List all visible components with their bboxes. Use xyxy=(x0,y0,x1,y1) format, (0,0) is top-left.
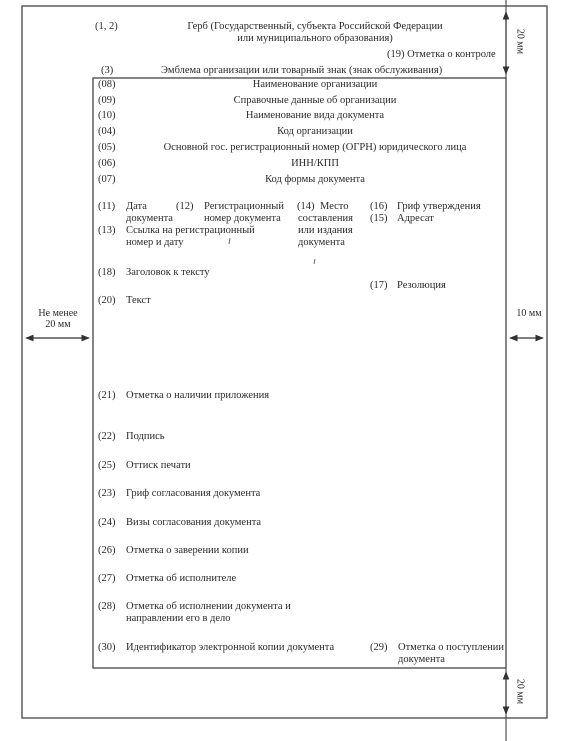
item-control-mark: (19) Отметка о контроле xyxy=(387,49,496,60)
item-resolution: Резолюция xyxy=(397,280,446,291)
right-margin-label: 10 мм xyxy=(516,308,542,319)
bottom-margin-label: 20 мм xyxy=(514,678,526,705)
item-num-06: (06) xyxy=(98,158,116,169)
item-num-11: (11) xyxy=(98,201,116,212)
item-org-name: Наименование организации xyxy=(252,79,378,90)
item-org-code: Код организации xyxy=(277,126,353,137)
item-text-body: Текст xyxy=(126,295,151,306)
item-num-05: (05) xyxy=(98,142,116,153)
item-reference: Ссылка на регистрационный номер и дату xyxy=(126,225,255,248)
item-inn-kpp: ИНН/КПП xyxy=(291,158,339,169)
item-seal-impression: Оттиск печати xyxy=(126,460,191,471)
item-num-18: (18) xyxy=(98,267,116,278)
item-num-21: (21) xyxy=(98,390,116,401)
item-num-20: (20) xyxy=(98,295,116,306)
item-num-04: (04) xyxy=(98,126,116,137)
item-num-08: (08) xyxy=(98,79,116,90)
item-num-15: (15) xyxy=(370,213,388,224)
item-attachment-mark: Отметка о наличии приложения xyxy=(126,390,270,401)
item-num-09: (09) xyxy=(98,95,116,106)
item-place: Место составления или издания документа xyxy=(298,201,353,248)
item-coordination-stamp: Гриф согласования документа xyxy=(126,488,261,499)
item-num-22: (22) xyxy=(98,431,116,442)
item-doc-type: Наименование вида документа xyxy=(245,110,385,121)
item-receipt-mark: Отметка о поступлении документа xyxy=(398,642,505,665)
item-emblem: Эмблема организации или товарный знак (знак обслуживания) xyxy=(161,65,443,76)
item-num-17: (17) xyxy=(370,280,388,291)
item-electronic-copy-id: Идентификатор электронной копии документа xyxy=(126,642,335,653)
item-num-10: (10) xyxy=(98,110,116,121)
item-reg-number: Регистрационный номер документа xyxy=(204,201,284,224)
item-num-3: (3) xyxy=(101,65,114,76)
item-num-27: (27) xyxy=(98,573,116,584)
item-num-24: (24) xyxy=(98,517,116,528)
item-num-16: (16) xyxy=(370,201,388,212)
item-doc-date: Дата документа xyxy=(126,201,173,224)
item-num-26: (26) xyxy=(98,545,116,556)
item-num-14: (14) xyxy=(297,201,315,212)
left-margin-label: Не менее 20 мм xyxy=(38,308,78,330)
item-approval: Гриф утверждения xyxy=(397,201,481,212)
item-copy-certification: Отметка о заверении копии xyxy=(126,545,249,556)
item-num-13: (13) xyxy=(98,225,116,236)
item-text-heading: Заголовок к тексту xyxy=(126,267,210,278)
item-num-07: (07) xyxy=(98,174,116,185)
item-num-1-2: (1, 2) xyxy=(95,21,118,32)
item-org-reference: Справочные данные об организации xyxy=(233,95,397,106)
item-num-23: (23) xyxy=(98,488,116,499)
item-form-code: Код формы документа xyxy=(265,174,365,185)
item-num-30: (30) xyxy=(98,642,116,653)
item-coordination-visas: Визы согласования документа xyxy=(126,517,262,528)
item-execution-mark: Отметка об исполнении документа и направлении его в дело xyxy=(126,601,291,624)
item-executor-mark: Отметка об исполнителе xyxy=(126,573,237,584)
item-num-12: (12) xyxy=(176,201,194,212)
top-margin-label: 20 мм xyxy=(514,28,526,55)
item-num-29: (29) xyxy=(370,642,388,653)
item-num-28: (28) xyxy=(98,601,116,612)
item-coat-of-arms: Герб (Государственный, субъекта Российской Федерации или муниципального образования) xyxy=(187,21,443,44)
item-ogrn: Основной гос. регистрационный номер (ОГРН) юридического лица xyxy=(163,142,467,153)
item-signature: Подпись xyxy=(126,431,165,442)
item-addressee: Адресат xyxy=(397,213,434,224)
item-num-25: (25) xyxy=(98,460,116,471)
